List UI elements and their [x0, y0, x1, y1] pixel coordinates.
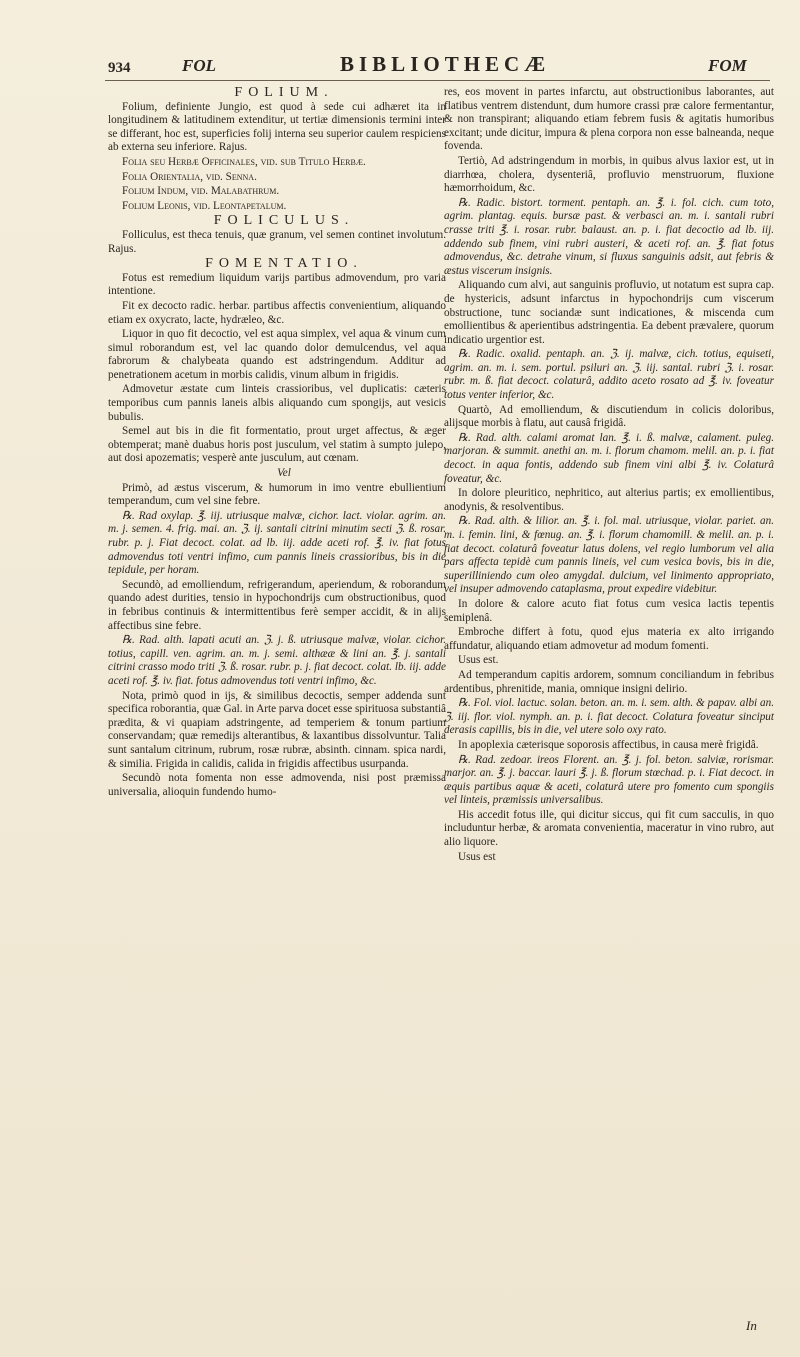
section-heading: FOLIUM. — [234, 85, 334, 100]
prescription: ℞. Radic. bistort. torment. pentaph. an. ℥. i. fol. cich. cum toto, agrim. plantag. equis. bursæ past. & verbasci an. m. i. santali rubri crasse triti ℥. i. rosar. rubr. balaust. an. p. i. fiat decoctio ad lb. iij. addendo sub finem, vini rubri austeri, & aceti rof. an. ℥. fiat fotus admovendus, &c. detrahe vinum, si fluxus sanguinis adsit, aut febris & æstus viscerum insignis. — [444, 196, 774, 277]
cross-reference: Folium Leonis, vid. Leontapetalum. — [122, 199, 287, 212]
paragraph: Primò, ad æstus viscerum, & humorum in imo ventre ebullientium temperandum, cum vel sine febre. — [108, 481, 446, 508]
paragraph: Liquor in quo fit decoctio, vel est aqua simplex, vel aqua & vinum cum simul roborandum est, vel lac quando dolor demulcendus, vel aqua fabrorum & chalybeata quando est adstringendum. Additur ad penetrationem acetum in morbis calidis, vinum album in frigidis. — [108, 328, 446, 381]
cross-reference: Folia Orientalia, vid. Senna. — [122, 170, 257, 183]
prescription: ℞. Rad oxylap. ℥. iij. utriusque malvæ, cichor. lact. violar. agrim. an. m. j. semen. 4. frig. mai. an. ℨ. ij. santali citrini minutim secti ℨ. ß. rosar. rubr. p. j. Fiat decoct. colat. ad lb. iij. adde aceti rof. ℥. iv. fiat fotus admovendus toti ventri infimo, cum pannis lineis crassioribus, bis in die tepidule, per horam. — [108, 509, 446, 577]
paragraph: Ad temperandum capitis ardorem, somnum conciliandum in febribus ardentibus, phrenitide, mania, omnique insigni delirio. — [444, 668, 774, 695]
section-heading: FOLICULUS. — [213, 213, 355, 229]
paragraph: Nota, primò quod in ijs, & similibus decoctis, semper addenda sunt specifica roborantia, quæ Gal. in Arte parva docet esse spirituosa substantiâ prædita, & vi quapiam adstringente, ad temperiem & tonum partium conservandam; quæ remedijs alterantibus, & laxantibus dissolvuntur. Talia sunt santalum citrinum, rubrum, rosæ rubræ, absinth. cinnam. spica nardi, & similia. Frigida in calidis, calida in frigidis affectibus usurpanda. — [108, 689, 447, 770]
catchword: In — [746, 1318, 757, 1333]
prescription: ℞. Rad. zedoar. ireos Florent. an. ℥. j. fol. beton. salviæ, rorismar. marjor. an. ℥. j. baccar. lauri ℥. j. ß. florum stœchad. p. i. Fiat decoct. in æquis partibus aquæ & aceti, colaturâ utere pro fomento cum spongiis vel linteis, præmissis universalibus. — [444, 753, 774, 807]
paragraph: Folliculus, est theca tenuis, quæ granum, vel semen continet involutum. Rajus. — [108, 228, 446, 255]
paragraph: Fit ex decocto radic. herbar. partibus affectis convenientium, aliquando etiam ex oxycrato, lacte, hydræleo, &c. — [108, 299, 446, 326]
header-title: BIBLIOTHECÆ — [340, 52, 551, 76]
left-column — [108, 86, 446, 800]
prescription: ℞. Fol. viol. lactuc. solan. beton. an. m. i. sem. alth. & papav. albi an. ℨ. iij. flor. viol. nymph. an. p. i. fiat decoct. Colatura foveatur sinciput derasis capillis, bis in die, vel utere solo oxy rato. — [444, 697, 774, 737]
section-heading: FOMENTATIO. — [205, 256, 363, 272]
cross-reference: Folia seu Herbæ Officinales, vid. sub Titulo Herbæ. — [122, 155, 366, 168]
header-right-word: FOM — [708, 56, 747, 75]
paragraph: Semel aut bis in die fit formentatio, prout urget affectus, & æger obtemperat; manè duabus horis post jusculum, vel statim à sumpto julepo, aut dosi apozematis; vesperè ante jusculum, aut cœnam. — [108, 425, 446, 465]
paragraph: Usus est — [458, 850, 496, 863]
prescription: ℞. Rad. alth. lapati acuti an. ℨ. j. ß. utriusque malvæ, violar. cichor. totius, capill. ven. agrim. an. m. j. semi. althææ & lini an. ℥. j. santali citrini crasso modo triti ℨ. ß. rosar. rubr. p. j. fiat decoct. colat. lb. iij. adde aceti rof. ℥. iv. fiat. fotus admovendus toti ventri infimo, &c. — [108, 634, 446, 687]
page-number: 934 — [108, 60, 131, 76]
paragraph: Quartò, Ad emolliendum, & discutiendum in colicis doloribus, alijsque morbis à flatu, aut causâ frigidâ. — [444, 403, 774, 430]
prescription: ℞. Radic. oxalid. pentaph. an. ℨ. ij. malvæ, cich. totius, equiseti, agrim. an. m. i. sem. portul. psiluri an. ℨ. iij. santal. rubri ℨ. i. rosar. rubr. m. ß. fiat decoct. colaturâ, addito aceto rosato ad ℥. iv. foveatur totus venter inferior, &c. — [444, 348, 774, 402]
prescription: ℞. Rad. alth. & lilior. an. ℥. i. fol. mal. utriusque, violar. pariet. an. m. i. femin. lini, & fœnug. an. ℥. i. florum chamomill. & melil. an. p. i. fiat decoct. colaturâ foveatur latus dolens, vel regio lumborum vel alia pars affecta tepidè cum pannis lineis, vel cum vesica bovis, bis in die, superilliniendo cum oleo amygdal. dulcium, vel linimento appropriato, vel insuper admovendo cataplasma, prout expedire videbitur. — [444, 515, 774, 596]
paragraph: Embroche differt à fotu, quod ejus materia ex alto irrigando affundatur, aliquando etiam admovetur ad modum fomenti. — [444, 626, 774, 652]
paragraph: res, eos movent in partes infarctu, aut obstructionibus laborantes, aut flatibus ventrem distendunt, dum humore crassi præ calore fermentantur, & non transpirant; aliquando etiam febrem fusis & agitatis humoribus excitant; unde dicitur, impura & plena corpora non esse balneanda, neque fovenda. — [444, 86, 774, 153]
paragraph: In dolore & calore acuto fiat fotus cum vesica lactis tepentis semiplenâ. — [444, 597, 774, 624]
paragraph: Secundò nota fomenta non esse admovenda, nisi post præmissa universalia, alioquin fundendo humo- — [108, 772, 446, 798]
paragraph: Admovetur æstate cum linteis crassioribus, vel duplicatis: cæteris temporibus cum pannis laneis albis aliquando cum spongijs, aut vesicis bubulis. — [108, 383, 446, 423]
paragraph: Secundò, ad emolliendum, refrigerandum, aperiendum, & roborandum quando adest durities, tensio in hypochondrijs cum obstructionibus, quod in febribus continuis & intermittentibus ferè semper accidit, & in alijs affectibus sine febre. — [108, 578, 446, 632]
header-left-word: FOL — [182, 56, 216, 75]
prescription: ℞. Rad. alth. calami aromat lan. ℥. i. ß. malvæ, calament. puleg. marjoran. & summit. anethi an. m. i. florum chamom. melil. an. p. i. fiat decoct. in aqua fontis, addendo sub finem vini albi ℥. iv. Colaturâ foveatur, &c. — [444, 431, 774, 485]
paragraph: Tertiò, Ad adstringendum in morbis, in quibus alvus laxior est, ut in diarrhœa, cholera, dysenteriâ, profluvio menstruorum, fluxione hæmorrhoidum, &c. — [444, 154, 774, 195]
cross-reference: Folium Indum, vid. Malabathrum. — [122, 185, 280, 198]
paragraph: Aliquando cum alvi, aut sanguinis profluvio, ut notatum est supra cap. de hystericis, adsunt infarctus in hypochondrijs cum viscerum obstructione, tunc sociandæ sunt indicationes, & miscenda cum emollientibus & aperientibus adstringentia. Ea debent prævalere, quorum indicatio urgentior est. — [444, 279, 774, 346]
paragraph: In dolore pleuritico, nephritico, aut alterius partis; ex emollientibus, anodynis, & resolventibus. — [444, 487, 774, 513]
paragraph: Folium, definiente Jungio, est quod à sede cui adhæret ita in longitudinem & latitudinem extenditur, ut tertiæ dimensionis termini inter se differant, hoc est, superficies folij interna seu superior caulem respiciens ab externa seu inferiore. Rajus. — [108, 100, 446, 154]
paragraph: In apoplexia cæterisque soporosis affectibus, in causa merè frigidâ. — [458, 738, 759, 751]
section-marker: Vel — [277, 467, 291, 480]
paragraph: His accedit fotus ille, qui dicitur siccus, qui fit cum sacculis, in quo includuntur herbæ, & aromata convenientia, maceratur in vino rubro, aut alio liquore. — [444, 808, 774, 849]
right-column — [444, 86, 774, 865]
paragraph: Usus est. — [458, 654, 499, 667]
header-rule — [105, 80, 770, 81]
running-header — [0, 52, 800, 82]
paragraph: Fotus est remedium liquidum varijs partibus admovendum, pro varia intentione. — [108, 271, 446, 298]
